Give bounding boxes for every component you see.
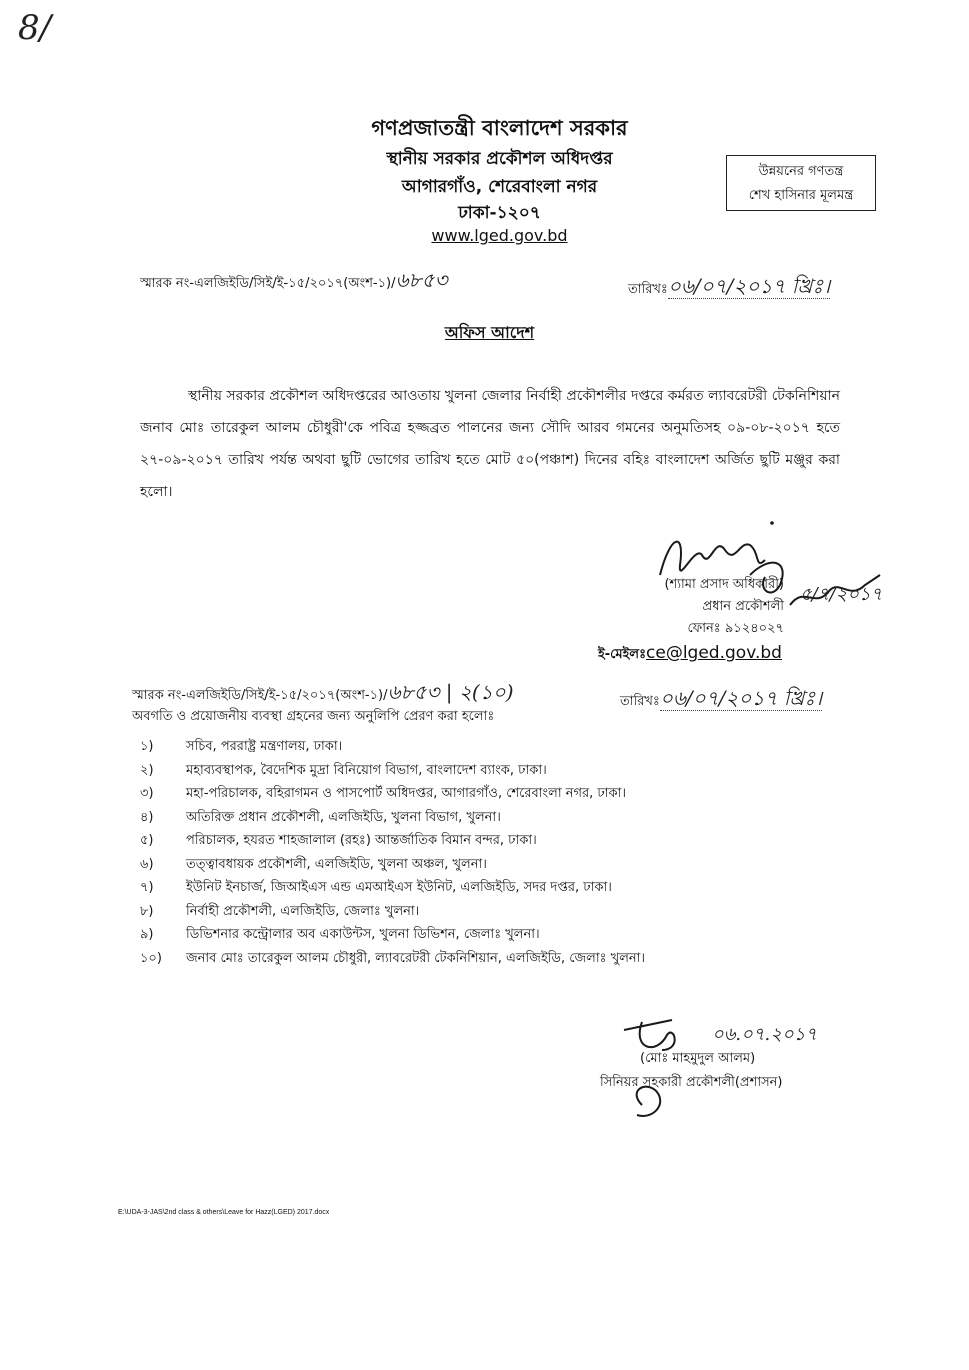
memo2-ref-number: ৬৮৫৩ | ২(১০) xyxy=(387,680,514,704)
list-item xyxy=(140,900,840,924)
header-website[interactable]: www.lged.gov.bd xyxy=(431,226,568,245)
signatory1-name: (শ্যামা প্রসাদ অধিকারী) xyxy=(664,577,784,592)
recipient-list xyxy=(140,735,840,970)
recipient-text: অতিরিক্ত প্রধান প্রকৌশলী, এলজিইডি, খুলনা বিভাগ, খুলনা। xyxy=(186,809,501,825)
signatory2-sign-date: ০৬.০৭.২০১৭ xyxy=(712,1024,818,1045)
memo1-ref-label: স্মারক নং-এলজিইডি/সিই/ই-১৫/২০১৭(অংশ-১)/ xyxy=(140,276,396,291)
list-item xyxy=(140,759,840,783)
recipient-number: ৯) xyxy=(140,927,154,942)
recipient-number: ৩) xyxy=(140,786,154,801)
signatory1-email-label: ই-মেইলঃ xyxy=(598,647,647,662)
recipient-number: ১) xyxy=(140,739,154,754)
header-govt-name: গণপ্রজাতন্ত্রী বাংলাদেশ সরকার xyxy=(371,116,628,140)
memo1-date-label: তারিখঃ xyxy=(628,282,668,297)
recipient-number: ৭) xyxy=(140,880,154,895)
recipient-text: সচিব, পররাষ্ট্র মন্ত্রণালয়, ঢাকা। xyxy=(186,739,343,754)
motto-line2: শেখ হাসিনার মূলমন্ত্র xyxy=(748,188,854,203)
memo1-ref-number: ৬৮৫৩ xyxy=(395,268,448,292)
memo2-date-label: তারিখঃ xyxy=(620,694,660,709)
footer-file-path: E:\UDA-3-JAS\2nd class & others\Leave for Hazz(LGED) 2017.docx xyxy=(118,1209,330,1216)
recipient-number: ২) xyxy=(140,762,154,778)
signatory1-email[interactable]: ce@lged.gov.bd xyxy=(646,643,782,663)
header-department: স্থানীয় সরকার প্রকৌশল অধিদপ্তর xyxy=(386,149,613,169)
memo1-date-value: ০৬/০৭/২০১৭ খ্রিঃ। xyxy=(667,274,831,298)
signatory1-email-row xyxy=(598,643,782,666)
list-item xyxy=(140,782,840,806)
recipient-text: মহাব্যবস্থাপক, বৈদেশিক মুদ্রা বিনিয়োগ বিভাগ, বাংলাদেশ ব্যাংক, ঢাকা। xyxy=(186,762,547,778)
order-title: অফিস আদেশ xyxy=(444,323,535,342)
recipient-text: তত্ত্বাবধায়ক প্রকৌশলী, এলজিইডি, খুলনা অঞ্চল, খুলনা। xyxy=(186,856,487,872)
order-body: স্থানীয় সরকার প্রকৌশল অধিদপ্তরের আওতায় খুলনা জেলার নির্বাহী প্রকৌশলীর দপ্তরে কর্মরত ল্যাবরেটরী টেকনিশিয়ান জনাব মোঃ তারেকুল আলম চৌধুরী'কে পবিত্র হজ্জব্রত পালনের জন্য সৌদি আরব গমনের অনুমতিসহ ০৯-০৮-২০১৭ হতে ২৭-০৯-২০১৭ তারিখ পর্যন্ত অথবা ছুটি ভোগের তারিখ হতে মোট ৫০(পঞ্চাশ) দিনের বহিঃ বাংলাদেশ অর্জিত ছুটি মঞ্জুর করা হলো। xyxy=(140,388,840,500)
motto-line1: উন্নয়নের গণতন্ত্র xyxy=(758,164,844,179)
recipient-number: ১০) xyxy=(140,950,162,966)
memo1-reference xyxy=(140,266,447,299)
recipient-text: নির্বাহী প্রকৌশলী, এলজিইডি, জেলাঃ খুলনা। xyxy=(186,903,420,919)
signatory1-sign-date: ৫/৭/২০১৭ xyxy=(800,584,883,605)
signatory2-designation: সিনিয়র সহকারী প্রকৌশলী(প্রশাসন) xyxy=(600,1075,783,1090)
list-item xyxy=(140,947,840,971)
recipient-text: জনাব মোঃ তারেকুল আলম চৌধুরী, ল্যাবরেটরী টেকনিশিয়ান, এলজিইডি, জেলাঃ খুলনা। xyxy=(186,950,646,966)
corner-note: 8/ xyxy=(18,8,52,48)
recipient-number: ৮) xyxy=(140,903,154,919)
signature-2 xyxy=(612,1010,722,1130)
recipient-text: মহা-পরিচালক, বহিরাগমন ও পাসপোর্ট অধিদপ্তর, আগারগাঁও, শেরেবাংলা নগর, ঢাকা। xyxy=(186,786,627,801)
memo2-ref-label: স্মারক নং-এলজিইডি/সিই/ই-১৫/২০১৭(অংশ-১)/ xyxy=(132,688,388,703)
recipient-text: ইউনিট ইনচার্জ, জিআইএস এন্ড এমআইএস ইউনিট, এলজিইডি, সদর দপ্তর, ঢাকা। xyxy=(186,880,612,895)
header-address: আগারগাঁও, শেরেবাংলা নগর xyxy=(401,177,598,197)
signatory2-name: (মোঃ মাহমুদুল আলম) xyxy=(640,1051,756,1066)
signatory1-designation: প্রধান প্রকৌশলী xyxy=(702,599,784,614)
list-item xyxy=(140,876,840,900)
copy-intro: অবগতি ও প্রয়োজনীয় ব্যবস্থা গ্রহনের জন্য অনুলিপি প্রেরণ করা হলোঃ xyxy=(132,709,495,724)
memo2-date-value: ০৬/০৭/২০১৭ খ্রিঃ। xyxy=(659,686,823,710)
signatory1-phone: ফোনঃ ৯১২৪০২৭ xyxy=(687,621,784,636)
signatory1-block xyxy=(484,574,784,640)
recipient-number: ৪) xyxy=(140,809,154,825)
motto-box xyxy=(726,155,876,211)
list-item xyxy=(140,735,840,759)
recipient-text: পরিচালক, হযরত শাহজালাল (রহঃ) আন্তর্জাতিক বিমান বন্দর, ঢাকা। xyxy=(186,833,537,848)
recipient-text: ডিভিশনার কন্ট্রোলার অব একাউন্টস, খুলনা ডিভিশন, জেলাঃ খুলনা। xyxy=(186,927,540,942)
memo1-date xyxy=(628,272,830,305)
list-item xyxy=(140,923,840,947)
memo2-date xyxy=(620,684,822,717)
header-city: ঢাকা-১২০৭ xyxy=(458,203,541,223)
recipient-number: ৫) xyxy=(140,833,154,848)
list-item xyxy=(140,829,840,853)
list-item xyxy=(140,853,840,877)
list-item xyxy=(140,806,840,830)
recipient-number: ৬) xyxy=(140,856,154,872)
